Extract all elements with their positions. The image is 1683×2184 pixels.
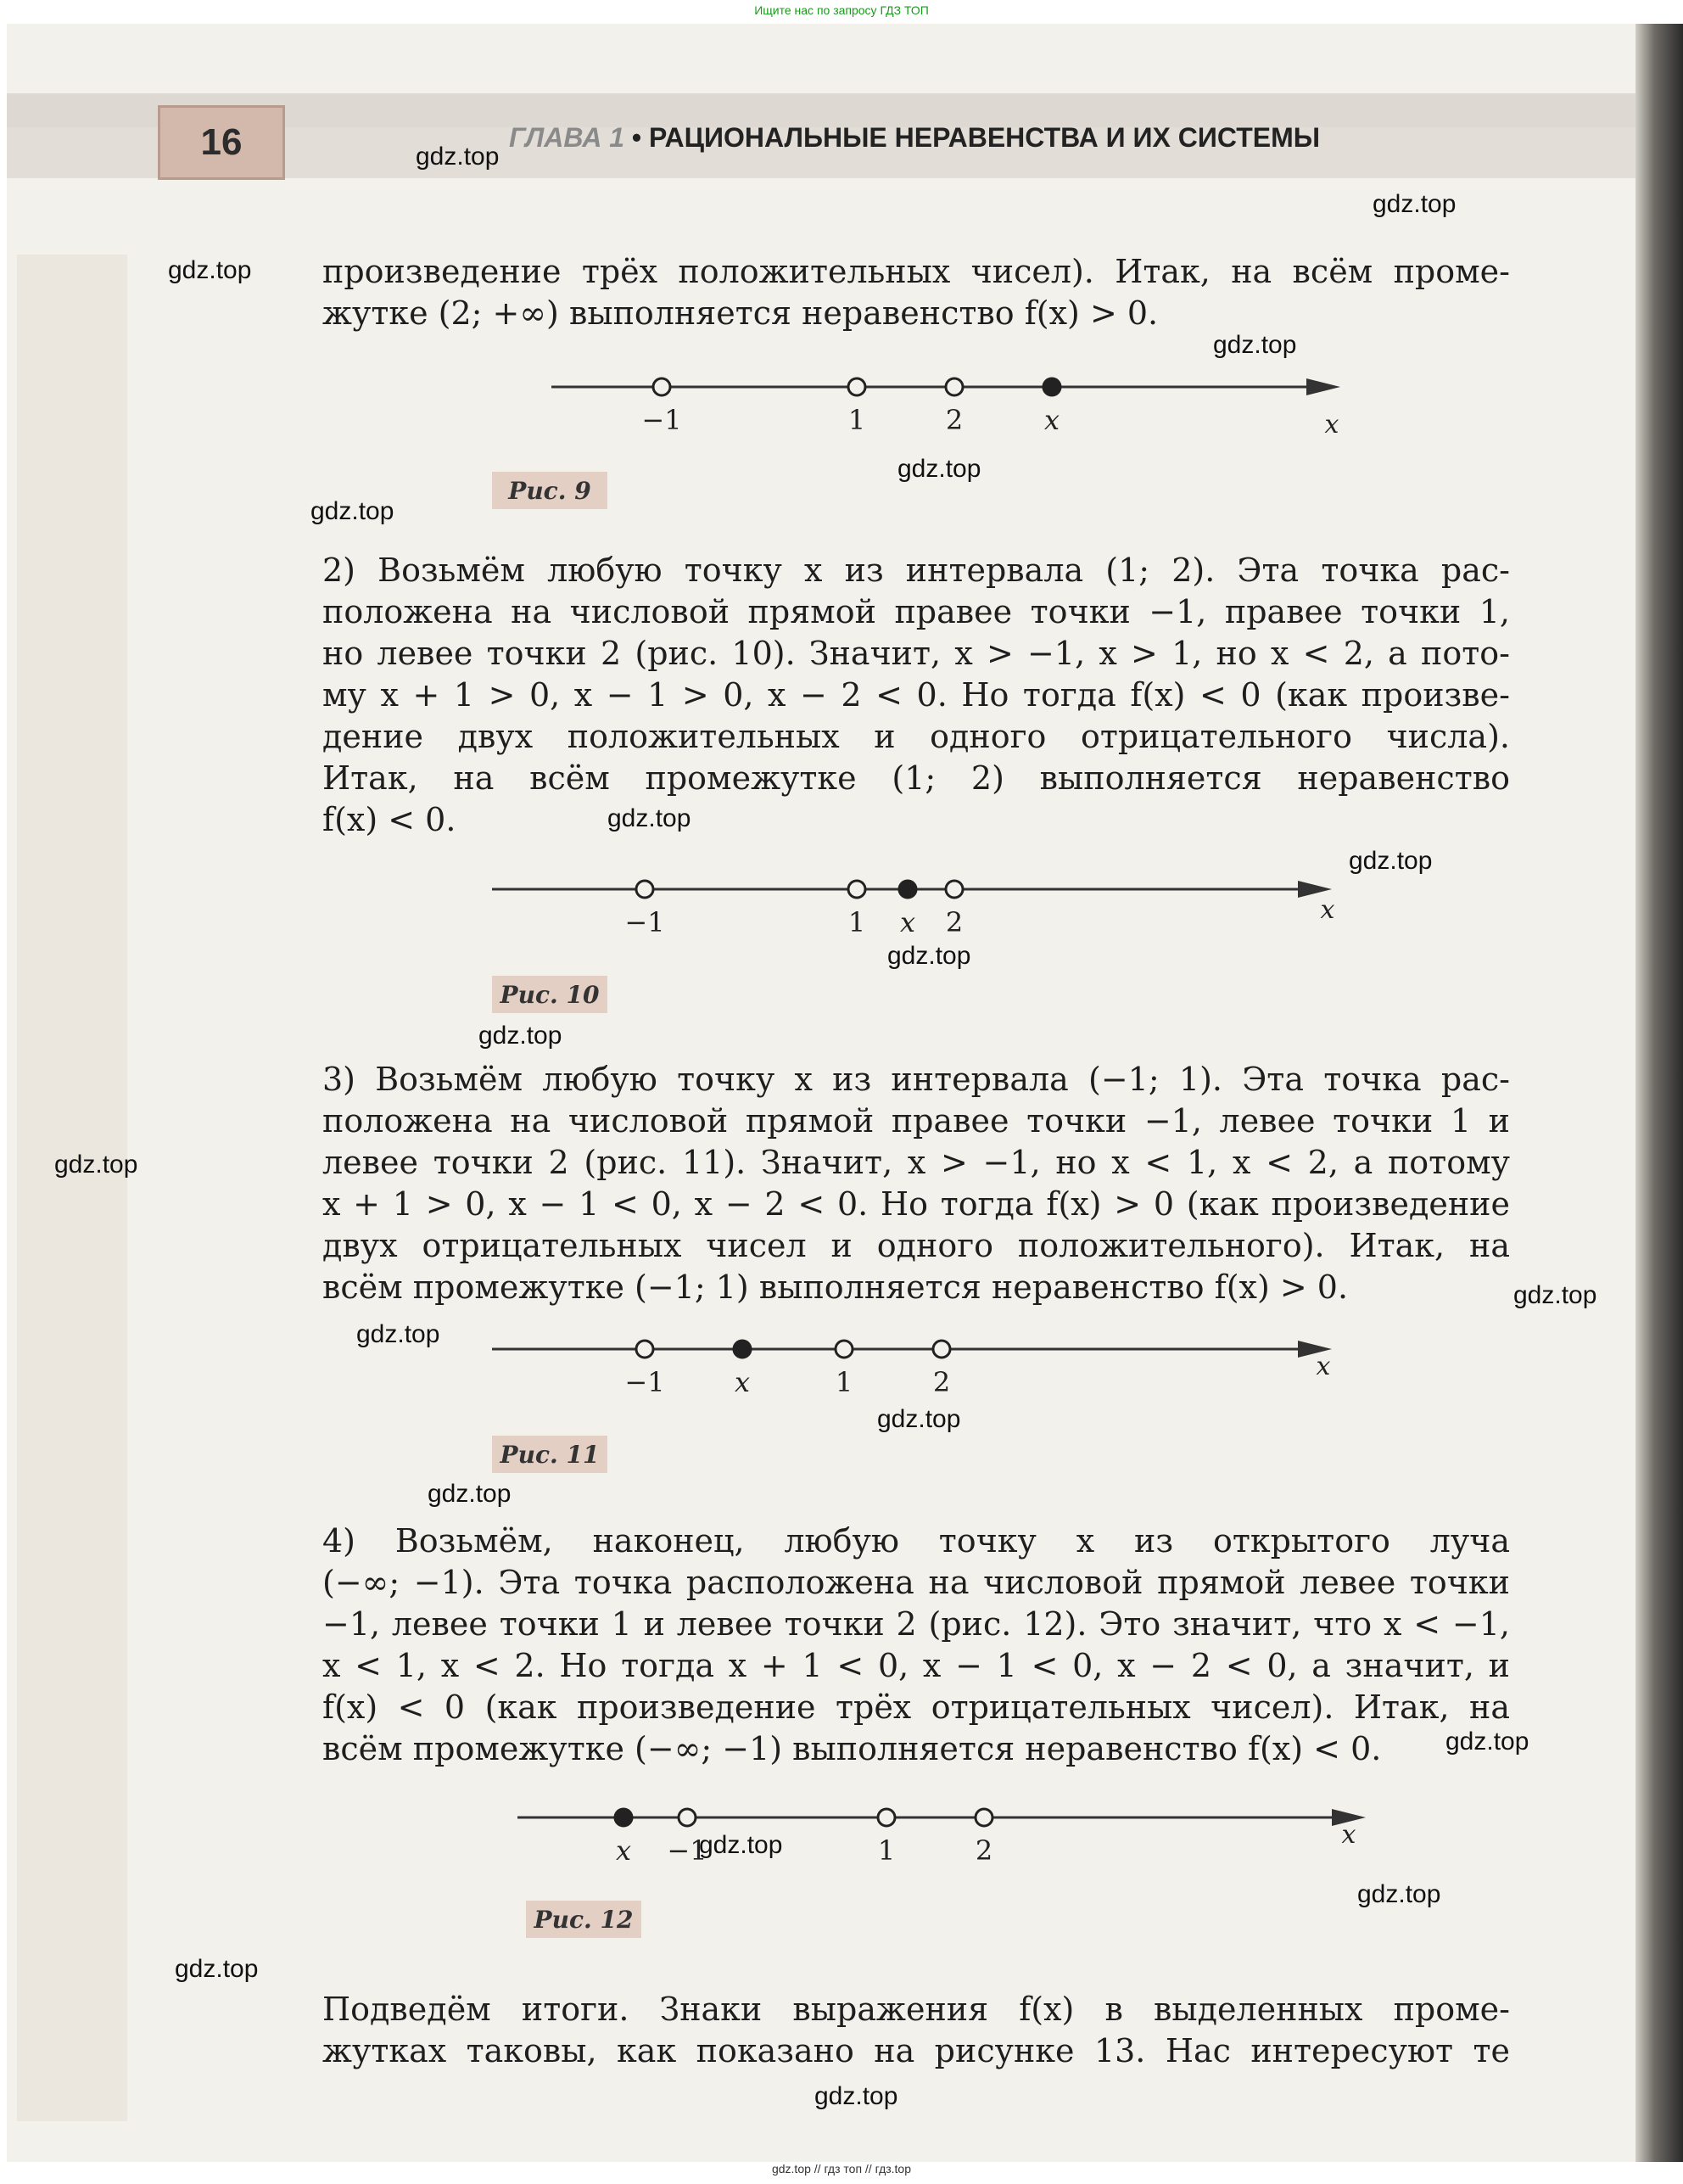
filled-point [1043,378,1060,395]
point-label: −1 [624,1366,665,1398]
watermark: gdz.top [1357,1880,1441,1908]
watermark: gdz.top [814,2082,898,2110]
axis-label: x [1324,410,1339,440]
chapter-bullet: • [631,122,642,153]
watermark: gdz.top [54,1151,138,1179]
bottom-banner: gdz.top // гдз топ // гдз.top [771,2162,912,2176]
figure-caption-10: Рис. 10 [492,976,607,1013]
text-line: му x + 1 > 0, x − 1 > 0, x − 2 < 0. Но тогда f(x) < 0 (как произве- [322,676,1510,714]
chapter-heading [509,122,1320,154]
point-label: 1 [877,1834,896,1867]
watermark: gdz.top [175,1955,259,1983]
open-point [946,378,963,395]
open-point [636,1341,653,1358]
text-line: (−∞; −1). Эта точка расположена на числовой прямой левее точки [322,1564,1510,1601]
filled-point [899,881,916,898]
text-line: всём промежутке (−1; 1) выполняется неравенство f(x) > 0. [322,1268,1349,1306]
watermark: gdz.top [1213,331,1297,359]
text-line: положена на числовой прямой правее точки −1, правее точки 1, [322,593,1510,630]
page-number: 16 [158,105,285,180]
watermark: gdz.top [877,1405,961,1433]
watermark: gdz.top [1513,1281,1597,1309]
open-point [653,378,670,395]
text-line: f(x) < 0 (как произведение трёх отрицательных чисел). Итак, на [322,1688,1510,1726]
text-line: жутках таковы, как показано на рисунке 13. Нас интересуют те [322,2032,1510,2069]
top-banner: Ищите нас по запросу ГДЗ ТОП [754,3,929,17]
figure-caption-9: Рис. 9 [492,472,607,509]
point-label: 1 [847,404,866,436]
watermark: gdz.top [428,1480,512,1508]
open-point [836,1341,853,1358]
open-point [848,881,865,898]
text-line: Итак, на всём промежутке (1; 2) выполняется неравенство [322,759,1510,797]
watermark: gdz.top [887,942,971,970]
point-label: −1 [624,906,665,938]
text-line: но левее точки 2 (рис. 10). Значит, x > −1, x > 1, но x < 2, а пото- [322,635,1510,672]
watermark: gdz.top [607,804,691,832]
number-line-fig12 [509,1782,1374,1875]
point-label: 2 [975,1834,993,1867]
watermark: gdz.top [416,143,500,171]
text-line: 4) Возьмём, наконец, любую точку x из открытого луча [322,1522,1510,1560]
text-line: всём промежутке (−∞; −1) выполняется неравенство f(x) < 0. [322,1730,1382,1767]
point-label: 2 [945,404,964,436]
watermark: gdz.top [1373,190,1457,218]
point-label: 1 [847,906,866,938]
watermark: gdz.top [1349,847,1433,875]
point-label: 2 [932,1366,951,1398]
point-label: x [615,1834,632,1867]
filled-point [615,1809,632,1826]
point-label: −1 [641,404,682,436]
text-line: 2) Возьмём любую точку x из интервала (1; 2). Эта точка рас- [322,552,1510,589]
number-line-fig11 [484,1315,1357,1408]
figure-caption-11: Рис. 11 [492,1436,607,1473]
left-margin [17,255,127,2121]
point-label: x [734,1366,751,1398]
text-line: положена на числовой прямой правее точки −1, левее точки 1 и [322,1102,1510,1140]
chapter-label: ГЛАВА 1 [509,122,624,153]
text-line: −1, левее точки 1 и левее точки 2 (рис. 12). Это значит, что x < −1, [322,1605,1510,1643]
point-label: x [1043,404,1060,436]
number-line-fig10 [484,857,1357,950]
watermark: gdz.top [699,1831,783,1859]
watermark: gdz.top [356,1320,440,1348]
paragraph-1 [322,251,1510,334]
paragraph-4 [322,1520,1510,1770]
text-line: Подведём итоги. Знаки выражения f(x) в выделенных проме- [322,1991,1510,2028]
text-line: двух отрицательных чисел и одного положительного). Итак, на [322,1227,1510,1264]
open-point [946,881,963,898]
text-line: 3) Возьмём любую точку x из интервала (−1; 1). Эта точка рас- [322,1061,1510,1098]
text-line: дение двух положительных и одного отрицательного числа). [322,718,1510,755]
text-line: жутке (2; +∞) выполняется неравенство f(x) > 0. [322,294,1159,332]
text-line: x + 1 > 0, x − 1 < 0, x − 2 < 0. Но тогда f(x) > 0 (как произведение [322,1185,1510,1223]
open-point [933,1341,950,1358]
filled-point [734,1341,751,1358]
watermark: gdz.top [310,497,394,525]
axis-label: x [1320,895,1335,925]
chapter-title: РАЦИОНАЛЬНЫЕ НЕРАВЕНСТВА И ИХ СИСТЕМЫ [648,122,1321,153]
paragraph-3 [322,1059,1510,1308]
watermark: gdz.top [1445,1728,1529,1756]
watermark: gdz.top [168,256,252,284]
paragraph-5 [322,1989,1510,2072]
book-spine [1635,24,1683,2162]
number-line-fig9 [543,356,1357,450]
text-line: f(x) < 0. [322,801,456,838]
axis-arrow [1306,378,1340,395]
text-line: произведение трёх положительных чисел). Итак, на всём проме- [322,253,1510,290]
point-label: x [899,906,916,938]
open-point [848,378,865,395]
point-label: 2 [945,906,964,938]
open-point [878,1809,895,1826]
open-point [679,1809,696,1826]
point-label: 1 [835,1366,853,1398]
text-line: x < 1, x < 2. Но тогда x + 1 < 0, x − 1 < 0, x − 2 < 0, а значит, и [322,1647,1510,1684]
figure-caption-12: Рис. 12 [526,1901,641,1938]
open-point [976,1809,992,1826]
text-line: левее точки 2 (рис. 11). Значит, x > −1, но x < 1, x < 2, а потому [322,1144,1510,1181]
watermark: gdz.top [897,455,981,483]
open-point [636,881,653,898]
watermark: gdz.top [478,1022,562,1050]
point-label: −1 [667,1834,707,1867]
paragraph-2 [322,550,1510,841]
axis-label: x [1316,1352,1331,1381]
axis-label: x [1341,1820,1356,1850]
